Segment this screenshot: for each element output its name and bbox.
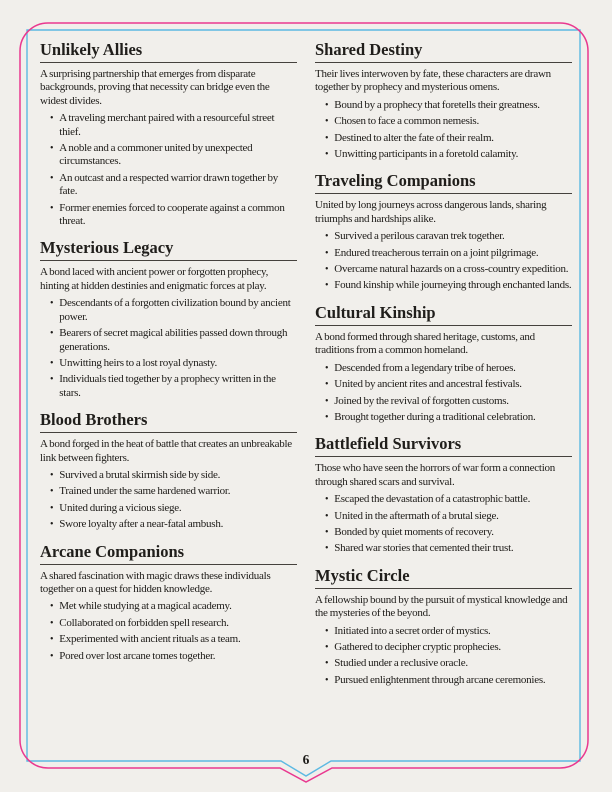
bullet-icon: • <box>325 379 329 391</box>
bullet-text: Joined by the revival of forgotten customs. <box>334 394 509 407</box>
bullet-icon: • <box>325 510 329 522</box>
bullet-item <box>325 395 572 408</box>
bullet-text: Bonded by quiet moments of recovery. <box>334 525 494 538</box>
bullet-icon: • <box>325 149 329 161</box>
section-shared-destiny <box>315 41 572 161</box>
bullet-text: Pored over lost arcane tomes together. <box>59 649 216 662</box>
section-bullets <box>40 469 297 532</box>
bullet-text: Experimented with ancient rituals as a team. <box>59 633 241 646</box>
bullet-item <box>50 617 297 630</box>
bullet-icon: • <box>325 395 329 407</box>
section-traveling-companions <box>315 172 572 292</box>
bullet-icon: • <box>50 650 54 662</box>
bullet-item <box>50 373 297 400</box>
section-title: Cultural Kinship <box>315 304 572 326</box>
bullet-text: Survived a brutal skirmish side by side. <box>59 468 221 481</box>
bullet-icon: • <box>50 172 54 184</box>
bullet-item <box>325 542 572 555</box>
bullet-text: Survived a perilous caravan trek together. <box>334 230 505 243</box>
bullet-icon: • <box>325 641 329 653</box>
bullet-text: Overcame natural hazards on a cross-country expedition. <box>334 263 569 276</box>
bullet-icon: • <box>325 132 329 144</box>
bullet-item <box>50 357 297 370</box>
bullet-icon: • <box>50 357 54 369</box>
bullet-item <box>325 362 572 375</box>
bullet-item <box>50 600 297 613</box>
bullet-text: Former enemies forced to cooperate against a common threat. <box>59 201 285 228</box>
bullet-text: Escaped the devastation of a catastrophic battle. <box>334 493 531 506</box>
bullet-icon: • <box>50 486 54 498</box>
section-bullets <box>315 99 572 162</box>
left-column <box>40 41 297 687</box>
bullet-item <box>325 493 572 506</box>
section-description: A surprising partnership that emerges from disparate backgrounds, proving that necessity can bridge even the widest divides. <box>40 68 270 107</box>
bullet-icon: • <box>325 526 329 538</box>
section-bullets <box>315 493 572 556</box>
bullet-item <box>50 469 297 482</box>
section-bullets <box>315 625 572 688</box>
bullet-icon: • <box>50 617 54 629</box>
section-cultural-kinship <box>315 304 572 424</box>
bullet-item <box>50 142 297 169</box>
bullet-text: Descendants of a forgotten civilization bound by ancient power. <box>59 297 291 323</box>
section-description: A fellowship bound by the pursuit of mystical knowledge and the mysteries of the beyond. <box>315 593 568 620</box>
bullet-text: A traveling merchant paired with a resourceful street thief. <box>59 112 275 138</box>
section-arcane-companions <box>40 543 297 663</box>
section-description: Their lives interwoven by fate, these characters are drawn together by prophecy and mysterious omens. <box>315 68 551 94</box>
bullet-icon: • <box>325 674 329 686</box>
bullet-item <box>50 502 297 515</box>
bullet-text: Found kinship while journeying through enchanted lands. <box>334 279 572 292</box>
right-column <box>315 41 572 687</box>
section-description: A bond forged in the heat of battle that creates an unbreakable link between fighters. <box>40 438 292 464</box>
bullet-icon: • <box>325 247 329 259</box>
bullet-icon: • <box>50 519 54 531</box>
bullet-icon: • <box>325 231 329 243</box>
bullet-icon: • <box>325 543 329 555</box>
bullet-icon: • <box>325 625 329 637</box>
bullet-text: Brought together during a traditional celebration. <box>334 410 536 423</box>
bullet-text: A noble and a commoner united by unexpected circumstances. <box>59 142 253 168</box>
bullet-item <box>325 263 572 276</box>
bullet-text: Chosen to face a common nemesis. <box>334 115 479 128</box>
bullet-text: Shared war stories that cemented their trust. <box>334 542 514 555</box>
section-blood-brothers <box>40 411 297 531</box>
bullet-item <box>325 641 572 654</box>
bullet-text: Collaborated on forbidden spell research. <box>59 616 229 629</box>
bullet-text: Individuals tied together by a prophecy written in the stars. <box>59 373 276 399</box>
bullet-text: Unwitting participants in a foretold calamity. <box>334 148 519 161</box>
bullet-icon: • <box>50 374 54 386</box>
section-title: Shared Destiny <box>315 41 572 63</box>
bullet-icon: • <box>325 411 329 423</box>
section-title: Arcane Companions <box>40 543 297 565</box>
section-bullets <box>315 230 572 293</box>
bullet-item <box>325 279 572 292</box>
section-battlefield-survivors <box>315 435 572 555</box>
section-description: A bond formed through shared heritage, customs, and traditions from a common homeland. <box>315 330 535 357</box>
section-mysterious-legacy <box>40 239 297 400</box>
section-mystic-circle <box>315 567 572 687</box>
bullet-item <box>325 674 572 687</box>
section-bullets <box>40 600 297 663</box>
bullet-item <box>325 625 572 638</box>
section-title: Mystic Circle <box>315 567 572 589</box>
section-unlikely-allies <box>40 41 297 228</box>
bullet-item <box>325 132 572 145</box>
bullet-icon: • <box>325 116 329 128</box>
bullet-icon: • <box>50 298 54 310</box>
section-description: United by long journeys across dangerous lands, sharing triumphs and hardships alike. <box>315 199 547 225</box>
bullet-icon: • <box>325 362 329 374</box>
bullet-item <box>50 633 297 646</box>
bullet-item <box>50 327 297 354</box>
bullet-text: United during a vicious siege. <box>59 501 182 514</box>
bullet-item <box>325 99 572 112</box>
bullet-text: An outcast and a respected warrior drawn together by fate. <box>59 171 279 198</box>
bullet-icon: • <box>50 143 54 155</box>
bullet-text: Trained under the same hardened warrior. <box>59 485 231 498</box>
bullet-text: Swore loyalty after a near-fatal ambush. <box>59 518 224 531</box>
section-description: A bond laced with ancient power or forgotten prophecy, hinting at hidden destinies and enigmatic forces at play. <box>40 266 269 292</box>
page-number: 6 <box>302 752 310 767</box>
bullet-item <box>325 148 572 161</box>
bullet-text: United in the aftermath of a brutal siege. <box>334 509 499 522</box>
bullet-text: Destined to alter the fate of their realm. <box>334 131 494 144</box>
bullet-icon: • <box>325 280 329 292</box>
section-description: Those who have seen the horrors of war form a connection through shared scars and survival. <box>315 462 556 488</box>
section-title: Mysterious Legacy <box>40 239 297 261</box>
bullet-text: Bound by a prophecy that foretells their greatness. <box>334 98 540 111</box>
bullet-item <box>50 485 297 498</box>
bullet-icon: • <box>325 99 329 111</box>
bullet-icon: • <box>325 658 329 670</box>
bullet-item <box>325 526 572 539</box>
section-bullets <box>315 362 572 425</box>
section-title: Battlefield Survivors <box>315 435 572 457</box>
section-bullets <box>40 112 297 228</box>
bullet-item <box>325 230 572 243</box>
section-title: Blood Brothers <box>40 411 297 433</box>
bullet-icon: • <box>325 494 329 506</box>
bullet-icon: • <box>50 601 54 613</box>
bullet-item <box>325 378 572 391</box>
bullet-item <box>50 112 297 139</box>
bullet-icon: • <box>50 113 54 125</box>
bullet-icon: • <box>325 264 329 276</box>
section-title: Traveling Companions <box>315 172 572 194</box>
bullet-item <box>50 172 297 199</box>
bullet-icon: • <box>50 502 54 514</box>
bullet-text: Descended from a legendary tribe of heroes. <box>334 361 516 374</box>
bullet-text: Met while studying at a magical academy. <box>59 600 232 613</box>
section-bullets <box>40 297 297 400</box>
bullet-item <box>50 202 297 229</box>
bullet-text: Endured treacherous terrain on a joint pilgrimage. <box>334 246 539 259</box>
bullet-icon: • <box>50 328 54 340</box>
bullet-icon: • <box>50 202 54 214</box>
bullet-text: United by ancient rites and ancestral festivals. <box>334 378 522 391</box>
bullet-item <box>50 297 297 324</box>
section-description: A shared fascination with magic draws these individuals together on a quest for hidden knowledge. <box>40 569 271 595</box>
bullet-icon: • <box>50 469 54 481</box>
page-content <box>40 41 572 687</box>
bullet-text: Unwitting heirs to a lost royal dynasty. <box>59 356 217 369</box>
bullet-text: Bearers of secret magical abilities passed down through generations. <box>59 327 288 353</box>
bullet-text: Studied under a reclusive oracle. <box>334 657 468 670</box>
bullet-item <box>325 411 572 424</box>
bullet-text: Pursued enlightenment through arcane ceremonies. <box>334 673 546 686</box>
bullet-icon: • <box>50 634 54 646</box>
bullet-item <box>325 115 572 128</box>
bullet-item <box>325 247 572 260</box>
bullet-text: Initiated into a secret order of mystics. <box>334 624 491 637</box>
section-title: Unlikely Allies <box>40 41 297 63</box>
bullet-item <box>50 650 297 663</box>
bullet-text: Gathered to decipher cryptic prophecies. <box>334 640 501 653</box>
bullet-item <box>325 510 572 523</box>
bullet-item <box>50 518 297 531</box>
bullet-item <box>325 657 572 670</box>
